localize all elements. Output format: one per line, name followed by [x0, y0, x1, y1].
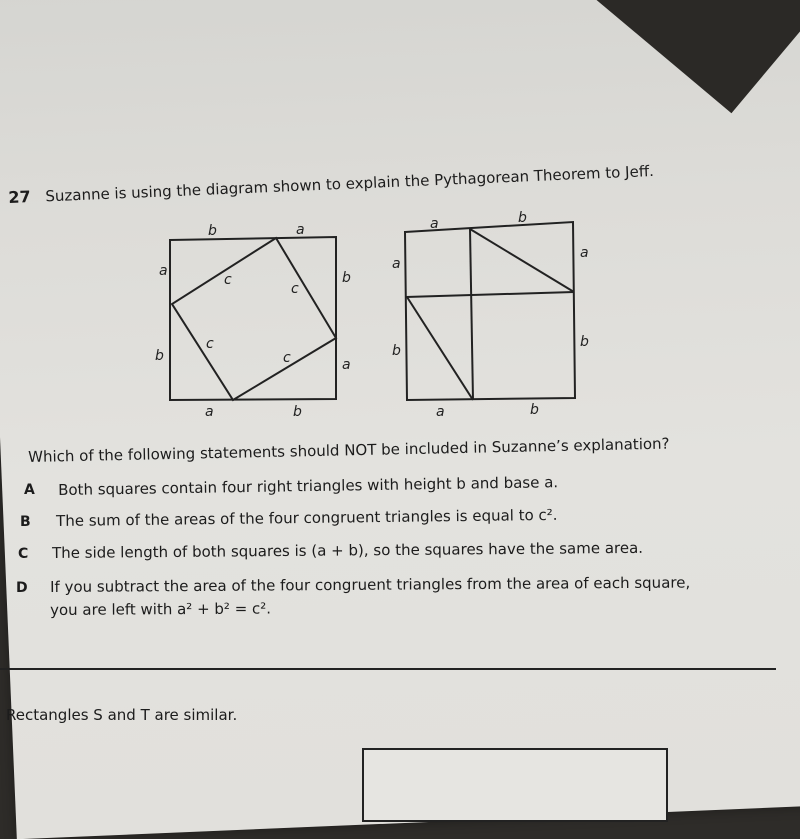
choice-a-letter[interactable]: A — [24, 482, 35, 498]
right-label-right-a: a — [580, 245, 589, 261]
next-question-text: Rectangles S and T are similar. — [6, 706, 238, 724]
right-square-diagram — [392, 210, 589, 420]
left-square-diagram — [155, 222, 351, 420]
left-label-left-a: a — [159, 263, 168, 279]
left-label-right-a: a — [342, 357, 351, 373]
left-label-c1: c — [224, 272, 232, 288]
right-label-top-b: b — [518, 210, 527, 226]
right-outer-square — [405, 222, 575, 400]
right-label-right-b: b — [580, 334, 589, 350]
left-label-left-b: b — [155, 348, 164, 364]
choice-c-text[interactable]: The side length of both squares is (a + b), so the squares have the same area. — [52, 538, 644, 562]
question-separator — [0, 668, 776, 670]
choice-d-letter[interactable]: D — [16, 580, 28, 596]
choice-c-letter[interactable]: C — [18, 546, 29, 562]
right-label-left-a: a — [392, 256, 401, 272]
figure-box — [362, 748, 668, 822]
question-text: Suzanne is using the diagram shown to explain the Pythagorean Theorem to Jeff. — [45, 161, 655, 206]
left-label-c4: c — [283, 350, 291, 366]
right-label-bottom-b: b — [530, 402, 539, 418]
left-label-bottom-a: a — [205, 404, 214, 420]
question-prompt: Which of the following statements should NOT be included in Suzanne’s explanation? — [28, 434, 670, 466]
right-lower-diagonal — [407, 297, 473, 400]
left-label-right-b: b — [342, 270, 351, 286]
choice-d-text-line1[interactable]: If you subtract the area of the four congruent triangles from the area of each square, — [50, 573, 691, 596]
right-vertical-divider — [470, 229, 473, 400]
choice-b-text[interactable]: The sum of the areas of the four congruent triangles is equal to c². — [56, 505, 558, 530]
left-outer-square — [170, 237, 336, 400]
left-inner-square — [172, 238, 336, 400]
right-label-bottom-a: a — [436, 404, 445, 420]
left-label-c3: c — [206, 336, 214, 352]
left-label-top-a: a — [296, 222, 305, 238]
right-label-left-b: b — [392, 343, 401, 359]
left-label-c2: c — [291, 281, 299, 297]
choice-b-letter[interactable]: B — [20, 514, 31, 530]
question-number: 27 — [8, 187, 32, 207]
choice-a-text[interactable]: Both squares contain four right triangles with height b and base a. — [58, 473, 559, 499]
left-label-bottom-b: b — [293, 404, 302, 420]
left-label-top-b: b — [208, 223, 217, 239]
right-label-top-a: a — [430, 216, 439, 232]
right-horizontal-divider — [406, 292, 574, 297]
right-upper-diagonal — [470, 229, 574, 292]
choice-d-text-line2[interactable]: you are left with a² + b² = c². — [50, 599, 272, 619]
